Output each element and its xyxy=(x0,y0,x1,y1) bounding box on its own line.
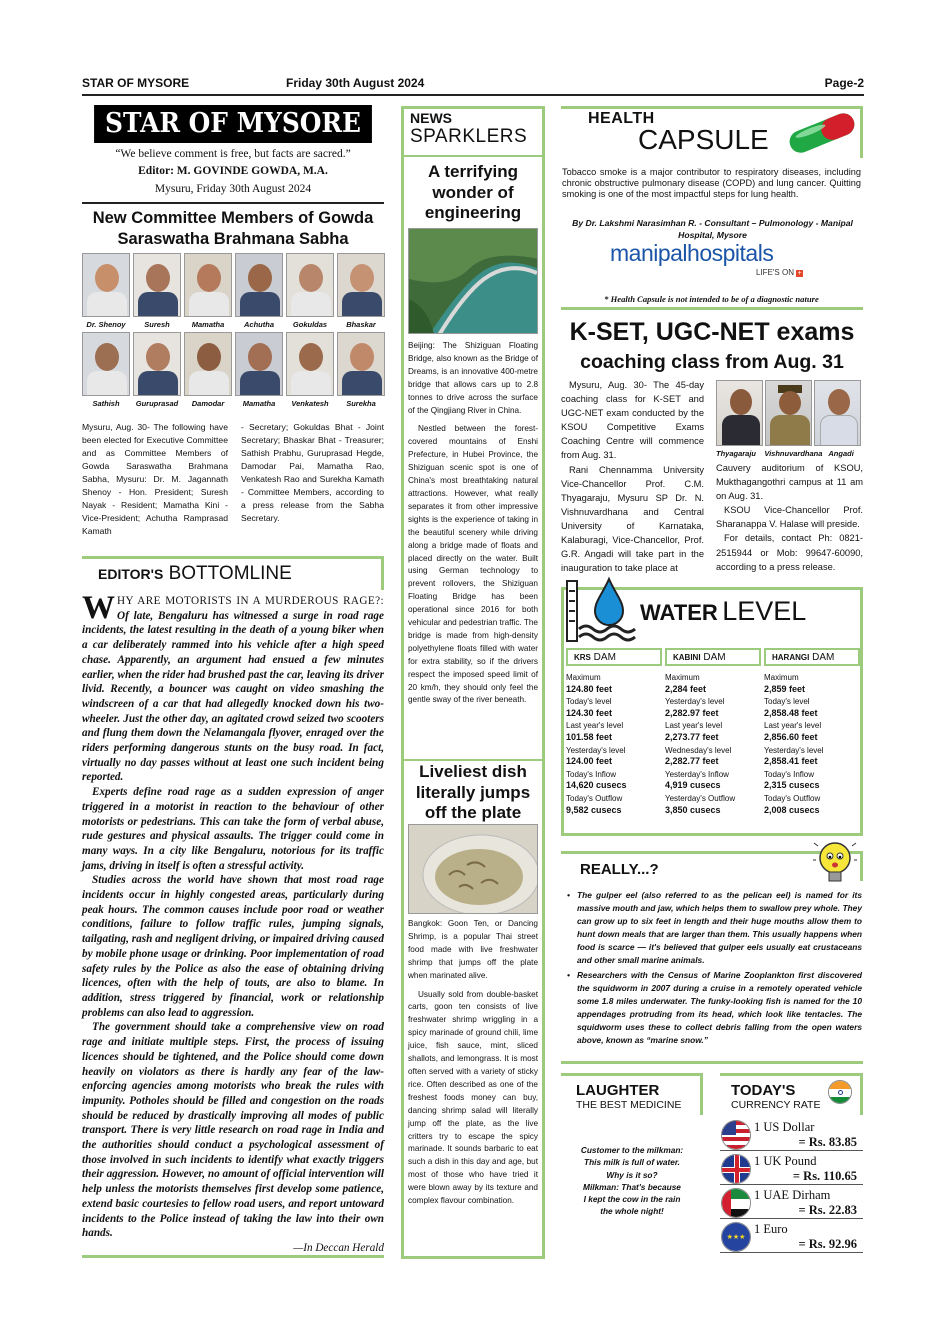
eu-flag-icon: ★★★ xyxy=(721,1222,751,1252)
laughter-label-a: LAUGHTER xyxy=(576,1082,660,1099)
dam-row-value: 2,008 cusecs xyxy=(764,804,820,815)
currency-unit: 1 Euro xyxy=(754,1222,788,1236)
really-b1: The gulper eel (also referred to as the pelican eel) is named for its massive mouth and jaw, which helps them to swallow prey whole. They can grow up to six feet in length and their huge mouths allow them to hunt down meals that are larger than them. This usually happens when food is scarce — it's believed that gulper eels usually eat crustaceans and other small marine animals. xyxy=(577,890,862,965)
currency-row xyxy=(720,1220,863,1253)
currency-row xyxy=(720,1186,863,1219)
committee-member xyxy=(337,332,385,408)
dam-row-value: 4,919 cusecs xyxy=(665,780,721,791)
laughter-joke xyxy=(561,1144,703,1218)
us-flag-icon xyxy=(721,1120,751,1150)
member-photo xyxy=(184,332,232,396)
member-caption: Dr. Shenoy xyxy=(86,320,126,329)
plus-icon: + xyxy=(797,270,802,277)
committee-member xyxy=(133,253,181,329)
committee-photos-row1 xyxy=(82,253,384,329)
kset-photo-caption: Thyagaraju Vishnuvardhana Angadi xyxy=(716,449,854,458)
currency-rates xyxy=(720,1118,863,1258)
dam-row xyxy=(665,794,761,815)
dam-row-value: 9,582 cusecs xyxy=(566,804,622,815)
dam-table-kabini xyxy=(665,648,761,815)
masthead-editor: Editor: M. GOVINDE GOWDA, M.A. xyxy=(138,165,328,177)
currency-value: = Rs. 92.96 xyxy=(798,1237,857,1251)
dam-header xyxy=(566,648,662,666)
editorial-headline: HY ARE MOTORISTS IN A MURDEROUS RAGE?: xyxy=(117,595,384,607)
pill-icon xyxy=(782,110,862,156)
member-photo xyxy=(82,253,130,317)
committee-member xyxy=(82,253,130,329)
currency-label-b: CURRENCY RATE xyxy=(731,1099,821,1111)
water-drop-icon xyxy=(565,573,637,645)
news-mid-rule xyxy=(404,759,542,761)
manipal-tagline: LIFE'S ON xyxy=(756,268,794,277)
joke-line: Customer to the milkman: xyxy=(580,1145,684,1155)
currency-row xyxy=(720,1118,863,1151)
currency-row xyxy=(720,1152,863,1185)
dam-header xyxy=(665,648,761,666)
photo-thyagaraju xyxy=(716,380,763,446)
dam-name: KRS xyxy=(574,653,591,662)
news-text-1 xyxy=(408,340,538,707)
news-text-2b: Usually sold from double-basket carts, goon ten consists of live freshwater shrimp wriggling in a spicy marinade of ground chili, lime juice, fish sauce, mint, sliced shallots, and lemongrass. It is most often served with a variety of sticky rice. Often described as one of the freshest foods money can buy, dancing shrimp salad will literally jump off the plate, as the live critters try to escape the spicy marinade. It sounds barbaric to eat such a dish in this day and age, but most of those who have tried it were blown away by its texture and complex flavour combination. xyxy=(408,989,538,1206)
member-caption: Bhaskar xyxy=(346,320,376,329)
health-label-b: CAPSULE xyxy=(638,124,769,155)
dam-row-label: Last year's level xyxy=(764,721,822,731)
dam-suffix: DAM xyxy=(703,652,726,663)
dam-row xyxy=(665,697,761,718)
dam-row-value: 14,620 cusecs xyxy=(566,780,627,791)
dam-suffix: DAM xyxy=(593,652,616,663)
really-body xyxy=(567,889,862,1047)
dam-row xyxy=(566,697,662,718)
member-caption: Sathish xyxy=(92,399,120,408)
committee-col1: Mysuru, Aug. 30- The following have been elected for Executive Committee and as Committee Members of Gowda Saraswatha Brahmana Sabha, Mysuru: Dr. M. Jagannath Shenoy - Hon. President; Suresh Nayak - Resident; Mamatha Kini - Vice-President; Achutha Ramprasad Kamath xyxy=(82,422,228,536)
dam-row xyxy=(764,770,860,791)
dam-row-label: Today's Outflow xyxy=(764,793,821,803)
header-rule xyxy=(82,94,864,96)
dam-row-label: Today's level xyxy=(566,697,612,707)
kset-col1 xyxy=(561,378,704,575)
page-header xyxy=(82,76,864,92)
dam-tables xyxy=(566,648,860,834)
member-caption: Achutha xyxy=(244,320,274,329)
header-page: Page-2 xyxy=(824,76,864,90)
news-text-2a: Bangkok: Goon Ten, or Dancing Shrimp, is a popular Thai street food made with live freshwater shrimp that jumps off the plate when marinated alive. xyxy=(408,919,538,980)
health-label-a: HEALTH xyxy=(588,110,655,127)
laughter-label-b: THE BEST MEDICINE xyxy=(576,1099,682,1111)
masthead-motto: “We believe comment is free, but facts are sacred.” xyxy=(115,148,351,160)
dam-row xyxy=(764,794,860,815)
dam-row xyxy=(566,770,662,791)
dam-row xyxy=(566,673,662,694)
currency-value: = Rs. 83.85 xyxy=(798,1135,857,1149)
editorial-label-b: BOTTOMLINE xyxy=(168,563,292,584)
news-headline-2: Liveliest dish literally jumps off the plate xyxy=(415,762,531,822)
joke-line: Why is it so? xyxy=(606,1169,658,1180)
editorial-p4: The government should take a comprehensive view on road rage and initiate multiple steps. First, the process of issuing licences should be tightened, and the Police should come down heavily on violators as there is hardly any fear of the law-enforcing agencies among motorists who break the rules with impunity. Potholes should be filled and congestion on the roads should be reduced by drastically improving all modes of public transport. There is very little research on road rage in India and the authorities should conduct a psychological assessment of those involved in such incidents to identify what exactly triggers their aggression. However, no amount of official intervention will help unless the motorists themselves first develop some patience, extend basic courtesies to fellow road users, and report untoward incidents to the Police instead of taking the law into their own hands. xyxy=(82,1021,384,1240)
water-label xyxy=(640,596,806,627)
news-label xyxy=(410,110,527,148)
currency-unit: 1 UAE Dirham xyxy=(754,1188,831,1202)
kset-c2b: KSOU Vice-Chancellor Prof. Sharanappa V. Halase will preside. xyxy=(716,505,863,530)
dam-row-value: 124.30 feet xyxy=(566,707,613,718)
dam-row-value: 2,273.77 feet xyxy=(665,731,719,742)
dam-row xyxy=(665,770,761,791)
member-photo xyxy=(133,253,181,317)
dam-row xyxy=(764,721,860,742)
member-photo xyxy=(82,332,130,396)
dam-row-value: 2,315 cusecs xyxy=(764,780,820,791)
currency-label-a: TODAY'S xyxy=(731,1082,796,1099)
member-caption: Mamatha xyxy=(191,320,225,329)
editorial-p3: Studies across the world have shown that most road rage incidents occur in highly congested areas, particularly during peak hours. The common causes include poor road or weather conditions, failure to follow traffic rules, jumping signals, tailgating, rash and negligent driving, or impaired driving caused by mobile phone usage or drinking. Poor implementation of road safety rules by the Police as also the ease of obtaining driving licences, often with the help of touts, are also to blame. In addition, stress triggered by financial, work or relationship problems can also lead to aggression. xyxy=(82,874,384,1019)
news-text-2 xyxy=(408,918,538,1208)
health-body: Tobacco smoke is a major contributor to respiratory diseases, including chronic obstructive pulmonary disease (COPD) and lung cancer. Quitting smoking is one of the most impactful steps for lung health. xyxy=(562,167,861,200)
uae-flag-icon xyxy=(721,1188,751,1218)
dam-row xyxy=(665,746,761,767)
header-date: Friday 30th August 2024 xyxy=(286,76,425,90)
member-caption: Surekha xyxy=(346,399,376,408)
dam-row-label: Yesterday's Inflow xyxy=(665,769,729,779)
currency-unit: 1 UK Pound xyxy=(754,1154,817,1168)
member-photo xyxy=(235,332,283,396)
dam-table-harangi xyxy=(764,648,860,815)
dam-suffix: DAM xyxy=(812,652,835,663)
news-text-1b: Nestled between the forest-covered mountains of Enshi Prefecture, in Hubei Province, the Shiziguan scenic spot is one of China's most breathtaking natural attractions. However, what really separates it from other impressive sights is the experience of taking in the beautiful scenery while driving along a bridge made of floats and placed directly on the water. Built using German technology to prevent rollovers, the Shiziguan Floating Bridge has been operational since 2016 for both vehicular and pedestrian traffic. The bridge is made from high-density polyethylene floats filled with water for extra stability, so if the drivers respect the imposed speed limit of 20 km/h, they should only feel the gentle sway of the river beneath. xyxy=(408,424,538,705)
dam-row xyxy=(764,746,860,767)
uk-flag-icon xyxy=(721,1154,751,1184)
member-photo xyxy=(337,332,385,396)
editorial-drop-cap: W xyxy=(82,590,115,626)
currency-unit: 1 US Dollar xyxy=(754,1120,815,1134)
dam-row-value: 124.80 feet xyxy=(566,683,613,694)
committee-title: New Committee Members of Gowda Saraswatha Brahmana Sabha xyxy=(92,209,374,248)
joke-line: This milk is full of water. xyxy=(584,1157,680,1168)
editorial-bottom-rule xyxy=(82,1255,384,1258)
dam-row-label: Maximum xyxy=(764,673,799,682)
dam-row-label: Today's Outflow xyxy=(566,793,623,803)
currency-value: = Rs. 22.83 xyxy=(798,1203,857,1217)
member-caption: Guruprasad xyxy=(135,399,179,408)
photo-angadi xyxy=(814,380,861,446)
member-caption: Gokuldas xyxy=(292,320,328,329)
dam-row-label: Maximum xyxy=(566,673,601,682)
joke-line: Milkman: That's because xyxy=(583,1181,681,1192)
kset-c2c: For details, contact Ph: 0821-2515944 or Mob: 99647-60090, according to a press release. xyxy=(716,533,863,572)
kset-col2 xyxy=(716,461,863,574)
dam-row xyxy=(566,746,662,767)
masthead-dateline: Mysuru, Friday 30th August 2024 xyxy=(154,183,312,195)
header-paper: STAR OF MYSORE xyxy=(82,76,190,90)
dam-row-label: Maximum xyxy=(665,673,700,682)
health-note: * Health Capsule is not intended to be of a diagnostic nature xyxy=(604,294,819,304)
member-photo xyxy=(184,253,232,317)
dam-row-label: Last year's level xyxy=(566,721,624,731)
health-bottom-rule xyxy=(561,307,863,310)
dam-row-label: Yesterday's Outflow xyxy=(665,793,736,803)
dam-row-label: Last year's level xyxy=(665,721,723,731)
really-label: REALLY...? xyxy=(580,861,659,878)
dam-row-value: 2,858.41 feet xyxy=(764,756,818,767)
kset-c2: Cauvery auditorium of KSOU, Mukthagangothri campus at 11 am on Aug. 31. xyxy=(716,463,863,502)
dam-table-krs xyxy=(566,648,662,815)
india-flag-icon xyxy=(828,1080,852,1104)
committee-photos-row2 xyxy=(82,332,384,408)
bulb-icon xyxy=(812,840,858,888)
water-label-b: LEVEL xyxy=(722,596,807,626)
dam-row-label: Wednesday's level xyxy=(665,745,732,755)
dam-row-value: 124.00 feet xyxy=(566,756,613,767)
member-photo xyxy=(133,332,181,396)
dam-row-label: Today's level xyxy=(764,697,810,707)
dam-row-value: 2,284 feet xyxy=(665,683,707,694)
currency-value: = Rs. 110.65 xyxy=(792,1169,857,1183)
committee-member xyxy=(184,253,232,329)
bullet-icon: • xyxy=(567,970,570,980)
member-photo xyxy=(337,253,385,317)
really-b2: Researchers with the Census of Marine Zooplankton first discovered the squidworm in 2007 during a cruise in a remotely operated vehicle some 1.8 miles underwater. The funky-looking fish is named for the 10 appendages protruding from its head, which look like tentacles. The squidworm uses these to collect debris falling from the open waters above, known as “marine snow.” xyxy=(577,970,862,1045)
joke-line: I kept the cow in the rain xyxy=(583,1194,681,1205)
dam-row xyxy=(665,721,761,742)
member-caption: Damodar xyxy=(191,399,225,408)
kset-c1b: Rani Chennamma University Vice-Chancellor Prof. C.M. Thyagaraju, Mysuru SP Dr. N. Vishnuvardhana and Central University of Karnataka, Kalaburagi, Vice-Chancellor, Prof. G.R. Angadi will take part in the inauguration to take place at xyxy=(561,464,704,574)
committee-member xyxy=(286,332,334,408)
dam-row-value: 101.58 feet xyxy=(566,731,613,742)
bullet-icon: • xyxy=(567,890,570,900)
editorial-credit: —In Deccan Herald xyxy=(293,1241,384,1254)
bridge-photo xyxy=(408,228,538,334)
kset-photos xyxy=(716,380,863,446)
health-byline: By Dr. Lakshmi Narasimhan R. - Consultant – Pulmonology - Manipal Hospital, Mysore xyxy=(572,218,853,240)
committee-member xyxy=(235,332,283,408)
dam-row xyxy=(764,697,860,718)
kset-subhead: coaching class from Aug. 31 xyxy=(580,351,844,373)
dam-row-label: Yesterday's level xyxy=(665,697,725,707)
manipal-logo xyxy=(610,240,820,277)
really-bottom-rule xyxy=(561,1061,863,1064)
dam-row-value: 2,859 feet xyxy=(764,683,806,694)
dam-row-label: Yesterday's level xyxy=(566,745,626,755)
dam-name: KABINI xyxy=(673,653,701,662)
committee-member xyxy=(286,253,334,329)
photo-vishnuvardhana xyxy=(765,380,812,446)
masthead-logo: STAR OF MYSORE xyxy=(94,105,372,143)
shrimp-photo xyxy=(408,824,538,914)
masthead-rule xyxy=(82,202,384,204)
news-text-1a: Beijing: The Shiziguan Floating Bridge, also known as the Bridge of Dreams, is an innovative 400-metre bridge that allows cars up to 2.8 tonnes to drive across the surface of the Qingjiang River in China. xyxy=(408,341,538,415)
kset-c1: Mysuru, Aug. 30- The 45-day coaching class for K-SET and UGC-NET exam conducted by the KSOU Competitive Exams Coaching Centre will commence from Aug. 31. xyxy=(561,380,704,461)
news-label-a: NEWS xyxy=(410,110,452,126)
dam-row-value: 2,282.77 feet xyxy=(665,756,719,767)
dam-name: HARANGI xyxy=(772,653,810,662)
member-caption: Venkatesh xyxy=(291,399,329,408)
member-photo xyxy=(286,253,334,317)
committee-member xyxy=(133,332,181,408)
news-label-b: SPARKLERS xyxy=(410,126,528,147)
water-label-a: WATER xyxy=(640,600,718,625)
member-caption: Suresh xyxy=(144,320,170,329)
joke-line: the whole night! xyxy=(600,1206,664,1217)
member-photo xyxy=(286,332,334,396)
committee-col2: - Secretary; Gokuldas Bhat - Joint Secretary; Bhaskar Bhat - Treasurer; Sathish Prabhu, Guruprasad Hegde, Damodar Pai, Mamatha Rao, Venkatesh Rao and Surekha Kamath - Committee Members, according to a press release from the Sabha Secretary. xyxy=(241,422,384,523)
kset-headline: K-SET, UGC-NET exams xyxy=(569,318,855,346)
dam-row-label: Today's Inflow xyxy=(764,769,814,779)
dam-row xyxy=(665,673,761,694)
news-label-rule xyxy=(404,155,542,157)
dam-row-label: Yesterday's level xyxy=(764,745,824,755)
committee-member xyxy=(184,332,232,408)
dam-row xyxy=(566,794,662,815)
editorial-p2: Experts define road rage as a sudden expression of anger triggered in a motorist in reaction to the behaviour of other motorists or pedestrians. This can take the form of verbal abuse, rude gestures and physical assaults. The trigger could come in many ways. In a city like Bengaluru, notorious for its traffic jams, driving in itself is often a stressful activity. xyxy=(82,786,384,872)
editorial-label xyxy=(98,563,292,585)
committee-member xyxy=(82,332,130,408)
editorial-p1: Of late, Bengaluru has witnessed a surge in road rage incidents, the latest resulting in the death of a young biker when a car deliberately rammed into his vehicle after a high speed chase. Apparently, an argument had ensued a few minutes earlier, when the rider had brushed past the car, leaving its driver livid. Recently, a bouncer was caught on video smashing the windscreen of a car that had allegedly knocked down his two-wheeler. Just the other day, an agitated crowd seized two scooters and flung them down the Nelamangala flyover, enraged over the riders performing dangerous stunts on the busy road. In fact, virtually no day passes without at least one such incident being reported. xyxy=(82,609,384,784)
manipal-brand: manipalhospitals xyxy=(610,240,774,266)
member-photo xyxy=(235,253,283,317)
dam-row-value: 2,858.48 feet xyxy=(764,707,818,718)
member-caption: Mamatha xyxy=(242,399,276,408)
dam-row-value: 3,850 cusecs xyxy=(665,804,721,815)
dam-row-label: Today's Inflow xyxy=(566,769,616,779)
dam-header xyxy=(764,648,860,666)
committee-member xyxy=(235,253,283,329)
dam-row xyxy=(566,721,662,742)
news-headline-1: A terrifying wonder of engineering xyxy=(424,162,522,222)
dam-row-value: 2,282.97 feet xyxy=(665,707,719,718)
dam-row xyxy=(764,673,860,694)
committee-member xyxy=(337,253,385,329)
editorial-label-a: EDITOR'S xyxy=(98,566,164,582)
dam-row-value: 2,856.60 feet xyxy=(764,731,818,742)
editorial-body xyxy=(82,590,384,1256)
